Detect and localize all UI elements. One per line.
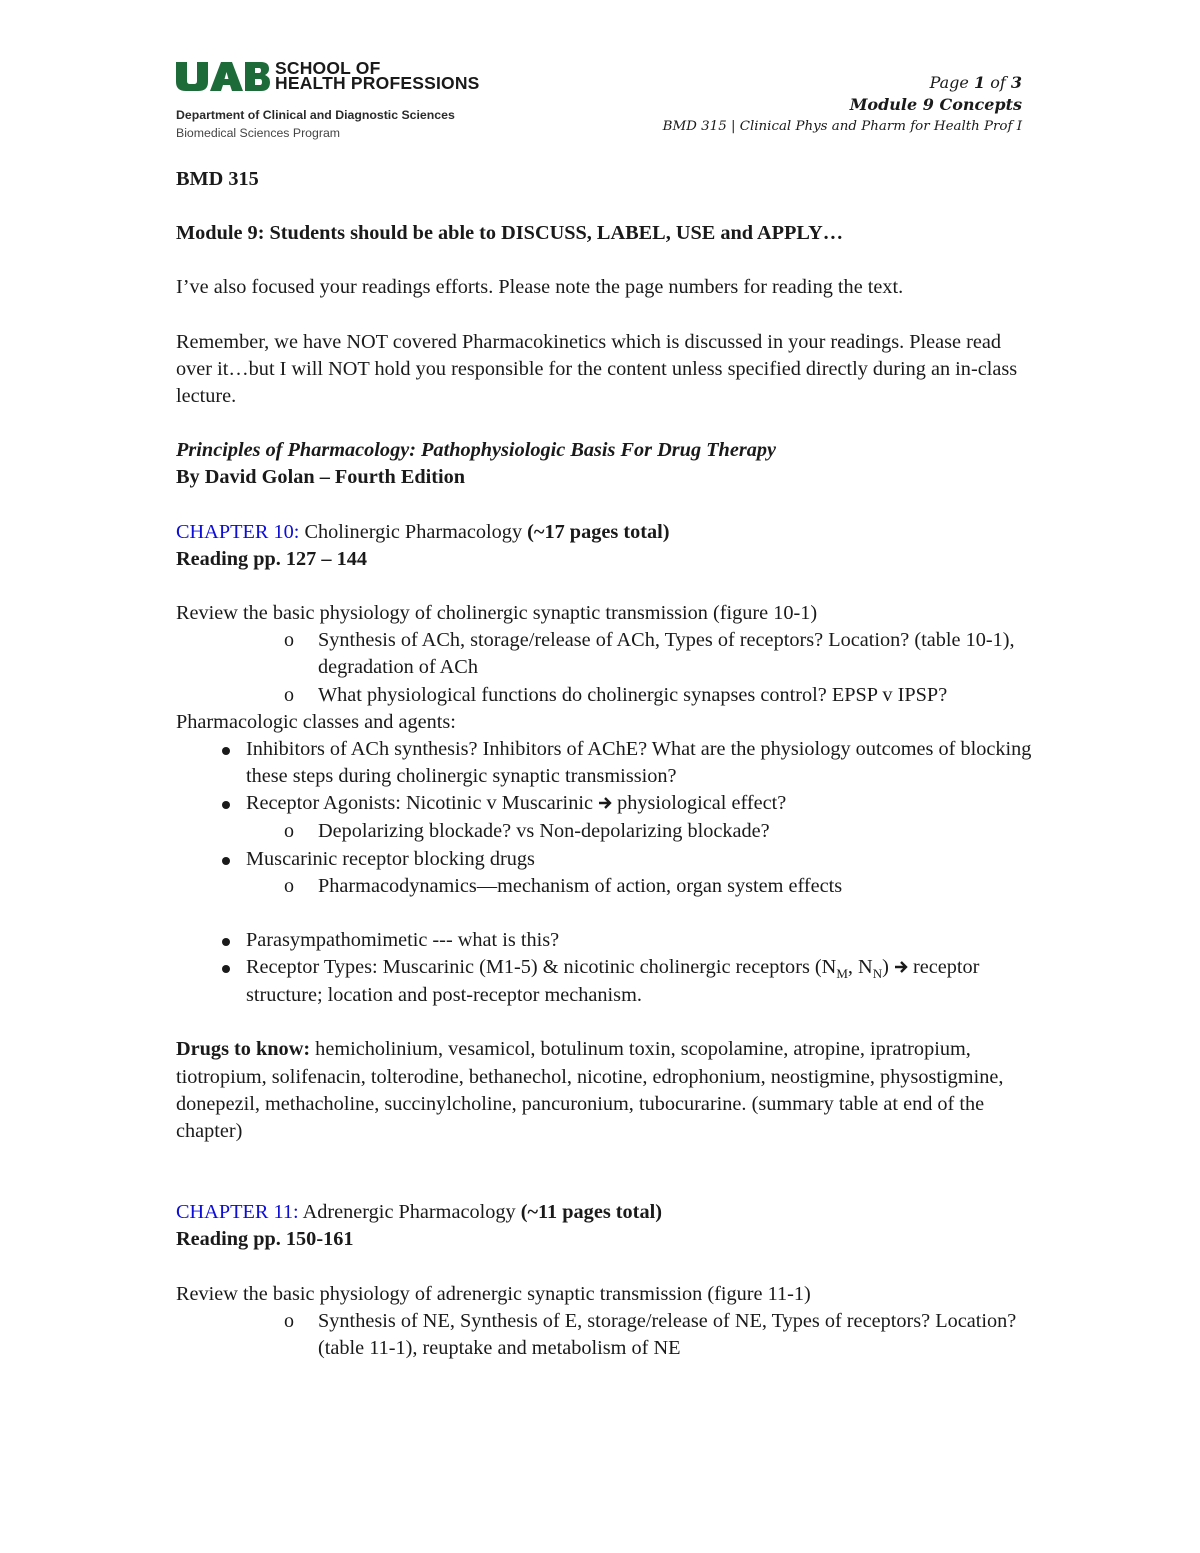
chapter-10-label: CHAPTER 10: bbox=[176, 520, 300, 543]
school-line-2: HEALTH PROFESSIONS bbox=[275, 73, 480, 93]
book-author: By David Golan – Fourth Edition bbox=[176, 466, 466, 489]
list-item bbox=[176, 927, 1036, 954]
subscript-m: M bbox=[836, 966, 848, 982]
bullet-icon bbox=[222, 736, 230, 763]
review-item-text: Synthesis of ACh, storage/release of ACh, Types of receptors? Location? (table 10-1), degradation of ACh bbox=[318, 629, 1015, 679]
sub-list bbox=[176, 873, 1036, 900]
chapter-11-reading: Reading pp. 150-161 bbox=[176, 1228, 354, 1251]
drugs-to-know bbox=[176, 1036, 1036, 1145]
list-item bbox=[176, 846, 1036, 900]
chapter-10-review: Review the basic physiology of cholinergic synaptic transmission (figure 10-1) bbox=[176, 602, 818, 625]
page-prefix: Page bbox=[929, 73, 974, 92]
class-item-text: Muscarinic receptor blocking drugs bbox=[246, 847, 535, 870]
page-header bbox=[663, 72, 1022, 138]
class-item-text: Inhibitors of ACh synthesis? Inhibitors of AChE? What are the physiology outcomes of blocking these steps during cholinergic synaptic transmission? bbox=[246, 738, 1032, 788]
class-item-text: Parasympathomimetic --- what is this? bbox=[246, 929, 560, 951]
bullet-icon bbox=[222, 846, 230, 873]
course-code: BMD 315 bbox=[176, 168, 259, 190]
chapter-11-review: Review the basic physiology of adrenergic synaptic transmission (figure 11-1) bbox=[176, 1282, 811, 1305]
sub-list bbox=[176, 818, 1036, 845]
classes-heading: Pharmacologic classes and agents: bbox=[176, 710, 456, 733]
list-item bbox=[176, 736, 1036, 790]
chapter-11-label: CHAPTER 11: bbox=[176, 1201, 299, 1224]
classes-list-continued bbox=[176, 927, 1036, 1009]
sub-item-text: Depolarizing blockade? vs Non-depolarizing blockade? bbox=[318, 820, 770, 843]
classes-list bbox=[176, 736, 1036, 900]
page-number: 1 bbox=[973, 73, 986, 92]
letterhead bbox=[176, 60, 506, 145]
bullet-icon bbox=[222, 927, 230, 954]
list-item bbox=[176, 627, 1036, 681]
review-item-text: Synthesis of NE, Synthesis of E, storage/release of NE, Types of receptors? Location? (table 11-1), reuptake and metabolism of NE bbox=[318, 1309, 1017, 1359]
list-item bbox=[176, 818, 1036, 845]
list-item bbox=[176, 873, 1036, 900]
readings-note: I’ve also focused your readings efforts. Please note the page numbers for reading the text. bbox=[176, 276, 904, 299]
chapter-11-title: Adrenergic Pharmacology bbox=[298, 1201, 521, 1224]
chapter-10-pages: (~17 pages total) bbox=[527, 520, 670, 543]
circle-bullet-icon: o bbox=[284, 683, 294, 706]
bullet-icon bbox=[222, 954, 230, 981]
module-objective: Module 9: Students should be able to DISCUSS, LABEL, USE and APPLY… bbox=[176, 222, 844, 245]
class-item-text: receptor structure; location and post-receptor mechanism. bbox=[246, 956, 980, 1007]
chapter-11-review-list bbox=[176, 1308, 1036, 1362]
page-indicator bbox=[663, 72, 1022, 94]
logo-row bbox=[176, 60, 506, 92]
list-item bbox=[176, 682, 1036, 709]
chapter-10-review-list bbox=[176, 627, 1036, 709]
school-name bbox=[275, 58, 480, 93]
list-item bbox=[176, 790, 1036, 845]
module-title: Module 9 Concepts bbox=[849, 95, 1022, 114]
class-item-text-after: physiological effect? bbox=[612, 792, 787, 815]
chapter-10-heading bbox=[176, 519, 1036, 546]
uab-logo bbox=[176, 60, 270, 92]
class-item-text: Receptor Agonists: Nicotinic v Muscarinic bbox=[246, 792, 599, 815]
circle-bullet-icon: o bbox=[284, 874, 294, 897]
circle-bullet-icon: o bbox=[284, 629, 294, 652]
program-name: Biomedical Sciences Program bbox=[176, 126, 341, 140]
drugs-label: Drugs to know: bbox=[176, 1038, 311, 1061]
circle-bullet-icon: o bbox=[284, 820, 294, 843]
bullet-icon bbox=[222, 790, 230, 817]
list-item bbox=[176, 954, 1036, 1009]
course-title: BMD 315 | Clinical Phys and Pharm for Health Prof I bbox=[662, 119, 1022, 134]
drugs-list: hemicholinium, vesamicol, botulinum toxin, scopolamine, atropine, ipratropium, tiotropium, solifenacin, tolterodine, bethanechol, nicotine, edrophonium, neostigmine, physostigmine, donepezil, methacholine, succinylcholine, pancuronium, tubocurarine. (summary table at end of the chapter) bbox=[176, 1038, 1004, 1142]
list-item bbox=[176, 1308, 1036, 1362]
review-item-text: What physiological functions do cholinergic synapses control? EPSP v IPSP? bbox=[318, 683, 948, 706]
subscript-n: N bbox=[872, 966, 883, 982]
right-arrow-icon bbox=[894, 955, 908, 982]
chapter-11-heading bbox=[176, 1199, 1036, 1226]
pharmacokinetics-note: Remember, we have NOT covered Pharmacokinetics which is discussed in your readings. Please read over it…but I will NOT hold you responsible for the content unless specified directly during an in-class lecture. bbox=[176, 330, 1018, 408]
school-line-1: SCHOOL OF bbox=[275, 58, 381, 78]
page-of: of bbox=[985, 73, 1011, 92]
right-arrow-icon bbox=[598, 791, 612, 818]
department-name: Department of Clinical and Diagnostic Sciences bbox=[176, 108, 455, 122]
book-title: Principles of Pharmacology: Pathophysiologic Basis For Drug Therapy bbox=[176, 439, 777, 462]
chapter-10-title: Cholinergic Pharmacology bbox=[299, 520, 528, 543]
circle-bullet-icon: o bbox=[284, 1309, 294, 1332]
class-item-text: ) bbox=[882, 956, 894, 979]
sub-item-text: Pharmacodynamics—mechanism of action, organ system effects bbox=[318, 874, 843, 897]
class-item-text: , N bbox=[847, 956, 873, 979]
page-total: 3 bbox=[1010, 73, 1022, 92]
class-item-text: Receptor Types: Muscarinic (M1-5) & nicotinic cholinergic receptors (N bbox=[246, 956, 837, 979]
chapter-10-reading: Reading pp. 127 – 144 bbox=[176, 547, 368, 570]
chapter-11-pages: (~11 pages total) bbox=[520, 1201, 662, 1224]
document-body bbox=[176, 166, 1036, 1362]
